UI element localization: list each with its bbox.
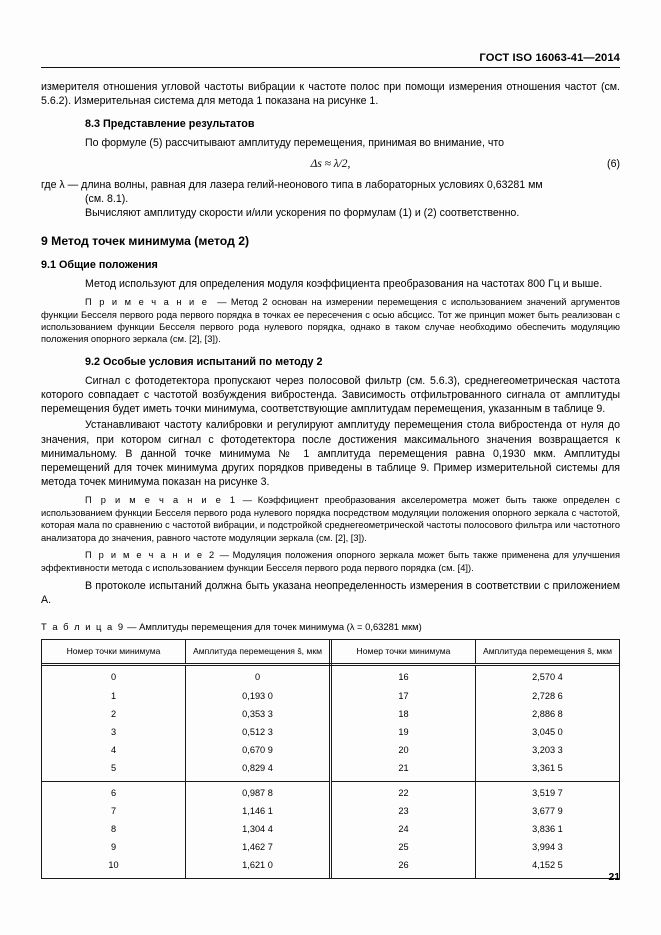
cell-amplitude-right: 3,045 0 — [532, 726, 563, 737]
paragraph-8-3-1: По формуле (5) рассчитывают амплитуду перемещения, принимая во внимание, что — [85, 137, 504, 150]
heading-8-3: 8.3 Представление результатов — [85, 118, 255, 131]
cell-minimum-number-right: 19 — [330, 721, 475, 739]
cell-minimum-number-left: 8 — [42, 818, 186, 836]
spacer — [41, 346, 620, 355]
cell-amplitude-right: 3,203 3 — [532, 745, 563, 756]
note-9-2-1-label: П р и м е ч а н и е 1 — [85, 495, 237, 506]
cell-minimum-number-left: 7 — [42, 800, 186, 818]
note-9-1-text: — Метод 2 основан на измерении перемещения с использованием значений аргументов функции Бесселя первого рода первого порядка в точках ее пересечения с осью абсцисс. Тот же принцип может быть реализован с использованием функции Бесселя первого рода нулевого порядка, однако в таком случае необходимо обеспечить модуляцию положения опорного зеркала (см. [2], [3]). — [41, 297, 620, 345]
cell-minimum-number-left: 4 — [42, 739, 186, 757]
heading-9-1: 9.1 Общие положения — [41, 259, 158, 272]
paragraph-intro: измерителя отношения угловой частоты вибрации к частоте полос при помощи измерения отношения частот (см. 5.6.2). Измерительная система для метода 1 показана на рисунке 1. — [41, 81, 620, 108]
cell-minimum-number-right: 20 — [330, 739, 475, 757]
cell-minimum-number-left: 1 — [42, 685, 186, 703]
column-header-minimum-number-right: Номер точки минимума — [330, 640, 475, 665]
table-row — [42, 721, 619, 739]
table-row — [42, 836, 619, 854]
cell-amplitude-left: 0 — [186, 665, 331, 685]
cell-amplitude-right: 4,152 5 — [532, 860, 563, 871]
cell-amplitude-left: 1,621 0 — [186, 854, 331, 877]
cell-minimum-number-right: 23 — [330, 800, 475, 818]
table-header-row — [42, 640, 619, 665]
column-header-amplitude-right: Амплитуда перемещения ŝ, мкм — [475, 640, 619, 665]
paragraph-where-2: (см. 8.1). — [85, 192, 129, 205]
cell-minimum-number-left: 6 — [42, 781, 186, 800]
paragraph-9-1-1: Метод используют для определения модуля коэффициента преобразования на частотах 800 Гц и выше. — [85, 278, 603, 291]
table-9-caption-text: — Амплитуды перемещения для точек минимума (λ = 0,63281 мкм) — [127, 621, 422, 633]
paragraph-where-1: где λ — длина волны, равная для лазера гелий-неонового типа в лабораторных условиях 0,63281 мм — [41, 178, 543, 191]
cell-minimum-number-left: 5 — [42, 757, 186, 781]
note-9-2-2-text: — Модуляция положения опорного зеркала может быть также применена для улучшения эффективности метода с использованием функции Бесселя первого рода первого порядка (см. [4]). — [41, 550, 620, 573]
table-9-head — [42, 640, 619, 665]
formula-block-6 — [41, 157, 620, 172]
cell-amplitude-left: 0,353 3 — [186, 703, 331, 721]
cell-amplitude-left: 0,193 0 — [186, 685, 331, 703]
cell-amplitude-right: 3,361 5 — [532, 763, 563, 774]
cell-minimum-number-right: 25 — [330, 836, 475, 854]
paragraph-9-2-2: Устанавливают частоту калибровки и регулируют амплитуду перемещения стола вибростенда от нуля до значения, при котором сигнал с фотодетектора после достижения максимального значения возвращается к минимальному. В данной точке минимума № 1 амплитуда перемещения равна 0,1930 мкм. Амплитуды перемещений для точек минимума других порядков приведены в таблице 9. Пример измерительной системы для метода точек минимума показан на рисунке 3. — [41, 419, 620, 489]
table-row — [42, 800, 619, 818]
cell-minimum-number-right: 26 — [330, 854, 475, 877]
paragraph-9-2-1: Сигнал с фотодетектора пропускают через полосовой фильтр (см. 5.6.3), среднегеометрическая частота которого совпадает с частотой возбуждения вибростенда. Зависимость отфильтрованного сигнала от амплитуды перемещения будет иметь точки минимума, соответствующие амплитудам перемещения, указанным в таблице 9. — [41, 374, 620, 416]
column-header-minimum-number-left: Номер точки минимума — [42, 640, 186, 665]
spacer — [41, 249, 620, 258]
cell-amplitude-left: 0,987 8 — [186, 781, 331, 800]
cell-minimum-number-right: 16 — [330, 665, 475, 685]
table-row — [42, 685, 619, 703]
spacer — [41, 220, 620, 233]
formula-6-expression: Δs ≈ λ/2, — [310, 157, 351, 170]
note-9-2-2-label: П р и м е ч а н и е 2 — [85, 550, 216, 561]
table-row — [42, 665, 619, 685]
table-9-caption-label: Т а б л и ц а 9 — [41, 621, 125, 633]
cell-minimum-number-right: 22 — [330, 781, 475, 800]
column-header-amplitude-left: Амплитуда перемещения ŝ, мкм — [186, 640, 331, 665]
cell-minimum-number-right: 18 — [330, 703, 475, 721]
table-9-wrapper — [41, 639, 620, 878]
cell-amplitude-left: 1,304 4 — [186, 818, 331, 836]
formula-6-number: (6) — [607, 157, 620, 170]
cell-amplitude-right: 2,728 6 — [532, 690, 563, 701]
page-number: 21 — [608, 872, 620, 883]
cell-amplitude-right: 3,677 9 — [532, 805, 563, 816]
heading-9-2: 9.2 Особые условия испытаний по методу 2 — [85, 355, 323, 368]
note-9-1-label: П р и м е ч а н и е — [85, 297, 209, 308]
table-row — [42, 703, 619, 721]
table-row — [42, 854, 619, 877]
cell-amplitude-right: 2,886 8 — [532, 708, 563, 719]
cell-amplitude-left: 0,670 9 — [186, 739, 331, 757]
cell-minimum-number-left: 2 — [42, 703, 186, 721]
cell-amplitude-right: 3,994 3 — [532, 842, 563, 853]
table-9-body-group-bottom — [42, 781, 619, 878]
cell-amplitude-left: 1,462 7 — [186, 836, 331, 854]
cell-amplitude-right: 3,519 7 — [532, 787, 563, 798]
paragraph-8-3-2: Вычисляют амплитуду скорости и/или ускорения по формулам (1) и (2) соответственно. — [85, 206, 520, 219]
table-row — [42, 781, 619, 800]
cell-amplitude-left: 1,146 1 — [186, 800, 331, 818]
note-9-2-2 — [41, 549, 620, 574]
spacer — [41, 607, 620, 620]
note-9-2-1-text: — Коэффициент преобразования акселерометра может быть также определен с использованием функции Бесселя первого рода нулевого порядка посредством модуляции положения опорного зеркала с частотой, которая мала по сравнению с частотой вибрации, и подстройкой среднегеометрической частоты полосового фильтра или частотного анализатора до значения, равного частоте модуляции зеркала (см. [2], [3]). — [41, 495, 620, 543]
table-9-body-group-top — [42, 665, 619, 781]
table-9-caption — [41, 620, 620, 633]
note-9-2-1 — [41, 494, 620, 544]
cell-minimum-number-right: 21 — [330, 757, 475, 781]
cell-minimum-number-left: 3 — [42, 721, 186, 739]
cell-amplitude-right: 3,836 1 — [532, 823, 563, 834]
cell-amplitude-right: 2,570 4 — [532, 672, 563, 683]
cell-amplitude-left: 0,512 3 — [186, 721, 331, 739]
table-row — [42, 818, 619, 836]
table-row — [42, 739, 619, 757]
cell-minimum-number-left: 0 — [42, 665, 186, 685]
note-9-1 — [41, 296, 620, 346]
cell-minimum-number-right: 24 — [330, 818, 475, 836]
page-content — [41, 52, 620, 879]
cell-minimum-number-left: 9 — [42, 836, 186, 854]
cell-minimum-number-right: 17 — [330, 685, 475, 703]
paragraph-protocol: В протоколе испытаний должна быть указана неопределенность измерения в соответствии с приложением А. — [41, 579, 620, 607]
heading-9: 9 Метод точек минимума (метод 2) — [41, 234, 250, 249]
document-header-standard-code: ГОСТ ISO 16063-41—2014 — [41, 52, 620, 68]
table-row — [42, 757, 619, 781]
cell-minimum-number-left: 10 — [42, 854, 186, 877]
table-9 — [42, 640, 619, 877]
spacer — [41, 108, 620, 117]
cell-amplitude-left: 0,829 4 — [186, 757, 331, 781]
